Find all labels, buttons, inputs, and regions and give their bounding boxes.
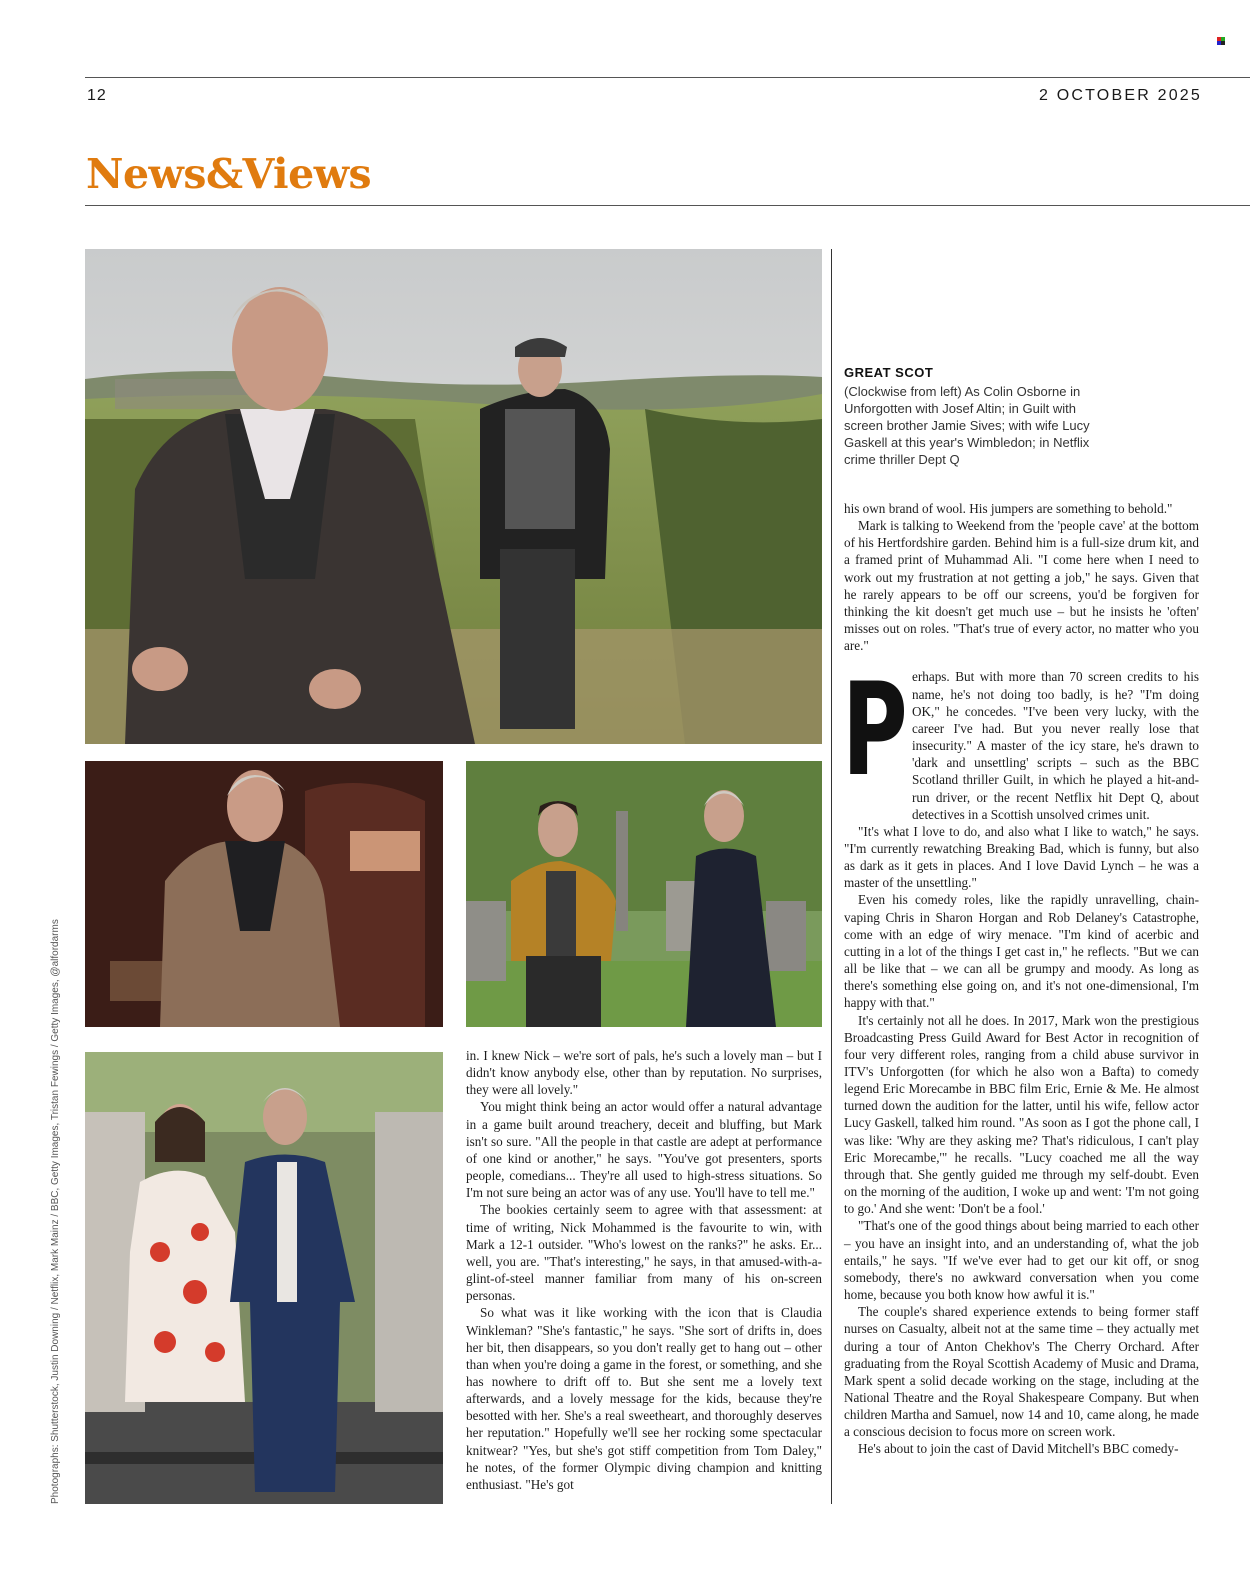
article-paragraph: It's certainly not all he does. In 2017, Mark won the prestigious Broadcasting Press Guild Award for Best Actor in recognition of four very different roles, ranging from a child abuse survivor in ITV's Unforgotten (for which he also won a Bafta) to comedy legend Eric Morecambe in BBC film Eric, Ernie & Me. He almost turned down the audition for the latter, until his wife, fellow actor Lucy Gaskell, talked him round. "As soon as I got the phone call, I was like: 'Why are they asking me? That's ridiculous, I can't play Eric Morecambe,'" he recalls. "Lucy coached me all the way through that. She gently guided me through my self-doubt. Even on the morning of the audition, I woke up and went: 'I'm not going to go.' And she went: 'Don't be a fool.' — [844, 1012, 1199, 1217]
article-paragraph: The bookies certainly seem to agree with that assessment: at time of writing, Nick Mohammed is the favourite to win, with Mark a 12-1 outsider. "Who's lowest on the ranks?" he asks. Er... well, you are. "That's interesting," he says, in that amused-with-a-glint-of-steel manner familiar from many of his on-screen personas. — [466, 1202, 822, 1304]
article-paragraph: Even his comedy roles, like the rapidly unravelling, chain-vaping Chris in Sharon Horgan and Rob Delaney's Catastrophe, come with an edge of wiry menace. "I'm kind of acerbic and cutting in a lot of the things I get cast in," he reflects. "But we can all be like that – we can all be grumpy and moody. As long as there's something else going on, and it's not one-dimensional, I'm happy with that." — [844, 892, 1199, 1011]
article-column-left — [466, 1047, 822, 1493]
page-number: 12 — [87, 87, 107, 104]
dropcap-paragraph — [842, 656, 1199, 822]
dropcap-paragraph-text: erhaps. But with more than 70 screen credits to his name, he's not doing too badly, is he? "I'm doing OK," he concedes. "I've been very lucky, with the career I've had. But you never really lose that insecurity." A master of the icy stare, he's drawn to 'dark and unsettling' scripts – such as the BBC Scotland thriller Guilt, in which he played a hit-and-run driver, or the recent Netflix hit Dept Q, about detectives in a Scottish unsolved crimes unit. — [912, 669, 1199, 822]
top-right-photo — [466, 761, 822, 1027]
column-divider — [831, 249, 832, 1504]
drop-cap: P — [842, 656, 908, 806]
article-paragraph: Mark is talking to Weekend from the 'people cave' at the bottom of his Hertfordshire garden. Behind him is a full-size drum kit, and a framed print of Muhammad Ali. "I come here when I need to work out my frustration at not getting a job," he says. Given that he rarely appears to be off our screens, you'd be forgiven for thinking the kit doesn't get much use – but he insists he 'often' misses out on roles. "That's true of every actor, no matter who you are." — [844, 518, 1199, 654]
photo-credits: Photographs: Shutterstock, Justin Downing / Netflix, Mark Mainz / BBC, Getty Images, Tristan Fewings / Getty Images, @alfordarms — [50, 919, 61, 1504]
article-paragraph: The couple's shared experience extends to being former staff nurses on Casualty, albeit not at the same time – they actually met during a tour of Anton Chekhov's The Cherry Orchard. After graduating from the Royal Scottish Academy of Music and Drama, Mark spent a solid decade working on the stage, including at the National Theatre and the Royal Shakespeare Company. But when children Martha and Samuel, now 14 and 10, came along, he made a conscious decision to focus more on screen work. — [844, 1304, 1199, 1440]
article-paragraph: He's about to join the cast of David Mitchell's BBC comedy- — [858, 1441, 1179, 1457]
bottom-left-photo — [85, 1052, 443, 1504]
issue-date: 2 OCTOBER 2025 — [1038, 87, 1202, 104]
corner-mark-icon — [1217, 32, 1225, 40]
section-rule — [85, 205, 1250, 206]
top-left-photo — [85, 761, 443, 1027]
section-title: News&Views — [86, 150, 372, 198]
article-paragraph: You might think being an actor would offer a natural advantage in a game built around treachery, deceit and bluffing, but Mark isn't so sure. "All the people in that castle are adept at performance of one kind or another," he says. "You've got presenters, sports people, comedians... They're all used to high-stress situations. So I'm not sure being an actor was of any use. You'll have to tell me." — [466, 1099, 822, 1201]
article-column-right — [844, 500, 1199, 1458]
caption-text: (Clockwise from left) As Colin Osborne in Unforgotten with Josef Altin; in Guilt with screen brother Jamie Sives; with wife Lucy Gaskell at this year's Wimbledon; in Netflix crime thriller Dept Q — [844, 384, 1090, 467]
caption-heading: GREAT SCOT — [844, 365, 934, 380]
main-photo — [85, 249, 822, 744]
photo-caption — [844, 364, 1104, 468]
article-paragraph: "It's what I love to do, and also what I like to watch," he says. "I'm currently rewatching Breaking Bad, which is funny, but also as dark as it gets in places. And I love David Lynch – he was a master of the unsettling." — [844, 823, 1199, 891]
top-rule — [85, 77, 1250, 78]
article-paragraph: "That's one of the good things about being married to each other – you have an insight into, and an understanding of, what the job entails," he says. "If we've ever had to get our kit off, or snog somebody, there's no awkward conversation when you come home, because you both know how awful it is." — [844, 1218, 1199, 1303]
article-paragraph: his own brand of wool. His jumpers are something to behold." — [844, 501, 1173, 516]
article-paragraph: So what was it like working with the icon that is Claudia Winkleman? "She's fantastic," he says. "She sort of drifts in, does her bit, then disappears, so you don't really get to hang out – other than when you're doing a game in the forest, or something, and she has nowhere to drift off to. But she sent me a lovely text afterwards, and a lovely message for the kids, because they're besotted with her. She's a real sweetheart, and thoroughly deserves her reputation." Hopefully we'll see her rocking some spectacular knitwear? "Yes, but she's got stiff competition from Tom Daley," he notes, of the former Olympic diving champion and knitting enthusiast. "He's got — [466, 1305, 822, 1492]
article-paragraph: in. I knew Nick – we're sort of pals, he's such a lovely man – but I didn't know anybody else, other than by reputation. No surprises, they were all lovely." — [466, 1048, 822, 1098]
